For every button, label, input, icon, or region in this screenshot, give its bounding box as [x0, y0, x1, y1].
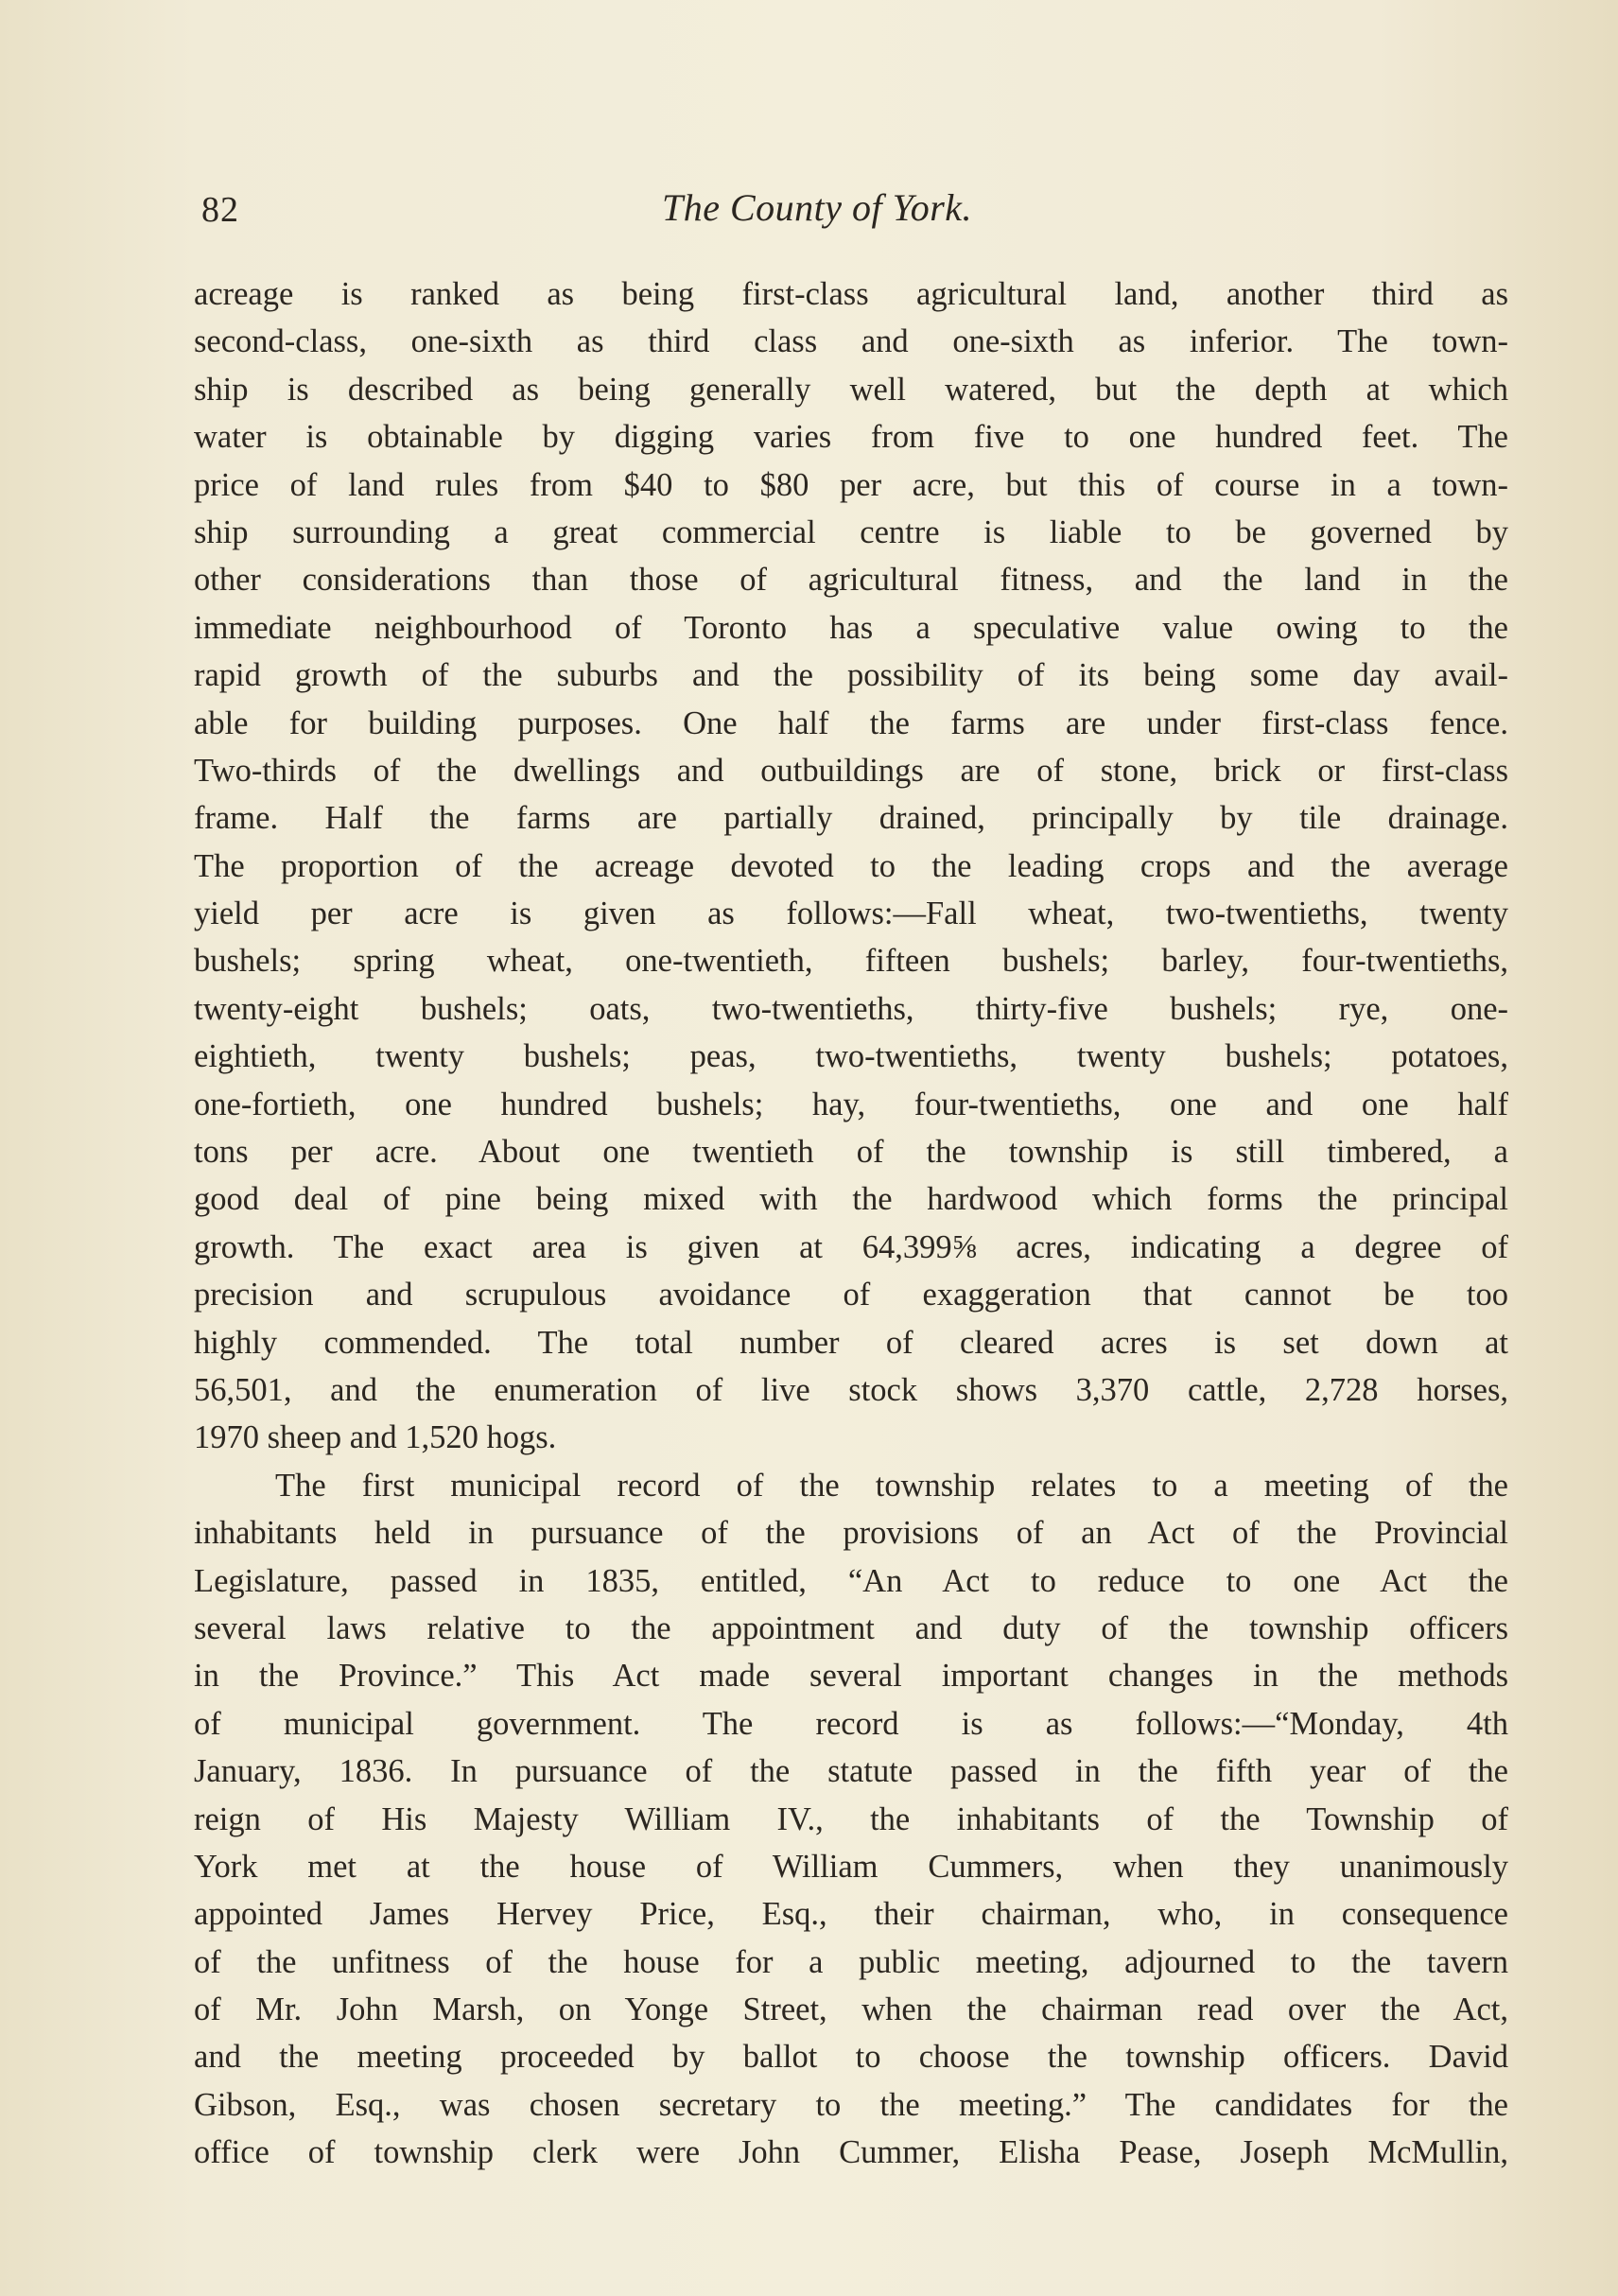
body-text: [194, 270, 1508, 2177]
text-line: yield per acre is given as follows:—Fall wheat, two-twentieths, twenty: [194, 896, 1508, 932]
text-line: of Mr. John Marsh, on Yonge Street, when the chairman read over the Act,: [194, 1992, 1508, 2028]
text-line: Legislature, passed in 1835, entitled, “An Act to reduce to one Act the: [194, 1562, 1508, 1599]
text-line: able for building purposes. One half the farms are under first-class fence.: [194, 704, 1508, 741]
text-line: appointed James Hervey Price, Esq., their chairman, who, in consequence: [194, 1896, 1508, 1933]
text-line: highly commended. The total number of cleared acres is set down at: [194, 1324, 1508, 1361]
text-line: 1970 sheep and 1,520 hogs.: [194, 1419, 557, 1456]
text-line: York met at the house of William Cummers, when they unanimously: [194, 1848, 1508, 1885]
text-line: acreage is ranked as being first-class agricultural land, another third as: [194, 276, 1508, 312]
running-title: The County of York.: [662, 186, 973, 229]
text-line: several laws relative to the appointment and duty of the township officers: [194, 1609, 1508, 1646]
text-line: rapid growth of the suburbs and the possibility of its being some day avail-: [194, 657, 1508, 694]
text-line: of the unfitness of the house for a public meeting, adjourned to the tavern: [194, 1943, 1508, 1980]
text-line: The first municipal record of the township relates to a meeting of the: [275, 1467, 1508, 1504]
text-line: Two-thirds of the dwellings and outbuildings are of stone, brick or first-class: [194, 752, 1508, 789]
text-line: price of land rules from $40 to $80 per acre, but this of course in a town-: [194, 466, 1508, 503]
text-line: water is obtainable by digging varies from five to one hundred feet. The: [194, 419, 1508, 456]
text-line: The proportion of the acreage devoted to the leading crops and the average: [194, 847, 1508, 884]
text-line: good deal of pine being mixed with the hardwood which forms the principal: [194, 1181, 1508, 1218]
text-line: one-fortieth, one hundred bushels; hay, four-twentieths, one and one half: [194, 1086, 1508, 1122]
text-line: in the Province.” This Act made several important changes in the methods: [194, 1658, 1508, 1695]
text-line: January, 1836. In pursuance of the statute passed in the fifth year of the: [194, 1753, 1508, 1790]
text-line: and the meeting proceeded by ballot to choose the township officers. David: [194, 2039, 1508, 2076]
text-line: immediate neighbourhood of Toronto has a speculative value owing to the: [194, 609, 1508, 646]
text-line: 56,501, and the enumeration of live stock shows 3,370 cattle, 2,728 horses,: [194, 1371, 1508, 1408]
text-line: of municipal government. The record is as follows:—“Monday, 4th: [194, 1705, 1508, 1742]
text-line: Gibson, Esq., was chosen secretary to the meeting.” The candidates for the: [194, 2086, 1508, 2123]
paragraph-1: [194, 270, 1508, 1462]
text-line: second-class, one-sixth as third class and one-sixth as inferior. The town-: [194, 323, 1508, 360]
text-line: eightieth, twenty bushels; peas, two-twentieths, twenty bushels; potatoes,: [194, 1038, 1508, 1075]
text-line: twenty-eight bushels; oats, two-twentieths, thirty-five bushels; rye, one-: [194, 990, 1508, 1027]
text-line: frame. Half the farms are partially drained, principally by tile drainage.: [194, 800, 1508, 837]
text-line: growth. The exact area is given at 64,399⅝ acres, indicating a degree of: [194, 1228, 1508, 1265]
text-line: other considerations than those of agricultural fitness, and the land in the: [194, 562, 1508, 599]
text-line: tons per acre. About one twentieth of the township is still timbered, a: [194, 1134, 1508, 1171]
page-number: 82: [201, 190, 239, 230]
text-line: precision and scrupulous avoidance of exaggeration that cannot be too: [194, 1277, 1508, 1313]
text-line: ship is described as being generally well watered, but the depth at which: [194, 371, 1508, 408]
text-line: ship surrounding a great commercial centre is liable to be governed by: [194, 513, 1508, 550]
text-line: inhabitants held in pursuance of the provisions of an Act of the Provincial: [194, 1515, 1508, 1552]
text-line: reign of His Majesty William IV., the inhabitants of the Township of: [194, 1800, 1508, 1837]
text-line: office of township clerk were John Cummer, Elisha Pease, Joseph McMullin,: [194, 2134, 1508, 2171]
paragraph-2: [194, 1462, 1508, 2177]
text-line: bushels; spring wheat, one-twentieth, fifteen bushels; barley, four-twentieths,: [194, 943, 1508, 980]
